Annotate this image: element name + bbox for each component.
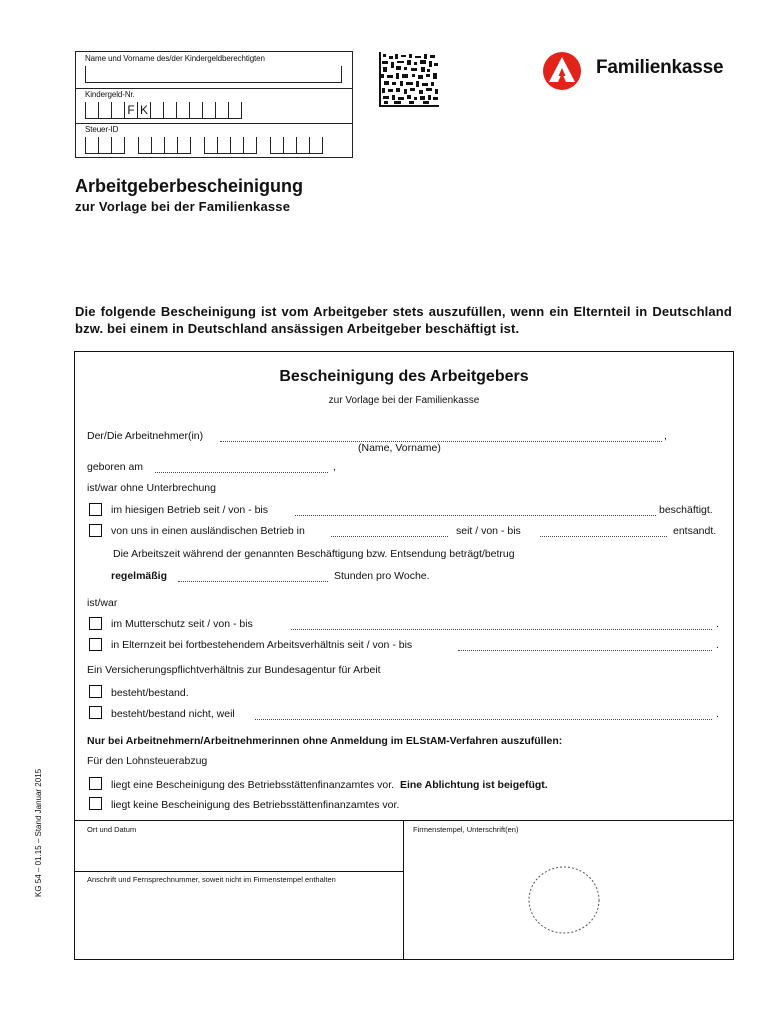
tax-label: Für den Lohnsteuerabzug [87, 755, 208, 767]
form-heading: Bescheinigung des Arbeitgebers [279, 368, 529, 385]
intro-text: Die folgende Bescheinigung ist vom Arbeitgeber stets auszufüllen, wenn ein Elternteil in Deutschland bzw. bei einem in Deutschland ansässigen Arbeitgeber beschäftigt ist. [75, 304, 732, 336]
birth-date-field[interactable] [155, 472, 328, 473]
hours-label: Stunden pro Woche. [334, 570, 430, 582]
name-row [76, 52, 352, 89]
familienkasse-logo [542, 51, 742, 91]
local-employment-checkbox[interactable] [89, 503, 102, 516]
period-mark: . [716, 639, 719, 651]
tax-certificate-present-label: liegt eine Bescheinigung des Betriebsstättenfinanzamtes vor. Eine Ablichtung ist beigefügt. [111, 779, 548, 791]
employer-certificate-form [74, 351, 734, 960]
parental-leave-label: in Elternzeit bei fortbestehendem Arbeitsverhältnis seit / von - bis [111, 639, 413, 651]
kindergeld-number-field[interactable] [85, 102, 242, 119]
abroad-country-field[interactable] [331, 536, 448, 537]
abroad-posting-checkbox[interactable] [89, 524, 102, 537]
insurance-label: Ein Versicherungspflichtverhältnis zur Bundesagentur für Arbeit [87, 664, 381, 676]
istwar-label: ist/war [87, 597, 118, 609]
employee-label: Der/Die Arbeitnehmer(in) [87, 430, 204, 442]
period-mark: . [716, 708, 719, 720]
insurance-not-exists-label: besteht/bestand nicht, weil [111, 708, 235, 720]
local-employment-period-field[interactable] [295, 515, 656, 516]
maternity-label: im Mutterschutz seit / von - bis [111, 618, 253, 630]
comma: , [333, 461, 336, 473]
copy-attached-note: Eine Ablichtung ist beigefügt. [399, 779, 548, 791]
worktime-label: Die Arbeitszeit während der genannten Beschäftigung bzw. Entsendung beträgt/betrug [113, 548, 515, 560]
steuer-id-field[interactable] [85, 137, 323, 154]
name-field[interactable] [85, 66, 342, 83]
stamp-circle-icon[interactable] [526, 864, 602, 936]
weekly-hours-field[interactable] [178, 581, 328, 582]
place-date-field[interactable] [76, 836, 402, 870]
no-break-label: ist/war ohne Unterbrechung [87, 482, 216, 494]
abroad-period-label: seit / von - bis [456, 525, 521, 537]
steuer-row [76, 123, 352, 158]
divider [75, 820, 733, 821]
datamatrix-icon [379, 52, 439, 107]
abroad-posting-suffix: entsandt. [673, 525, 717, 537]
steuer-label: Steuer-ID [85, 125, 119, 134]
divider [403, 820, 404, 959]
name-label: Name und Vorname des/der Kindergeldberechtigten [85, 54, 265, 63]
born-label: geboren am [87, 461, 144, 473]
tax-certificate-absent-label: liegt keine Bescheinigung des Betriebsstättenfinanzamtes vor. [111, 799, 400, 811]
parental-leave-checkbox[interactable] [89, 638, 102, 651]
insurance-not-exists-checkbox[interactable] [89, 706, 102, 719]
applicant-id-box [75, 51, 353, 158]
employee-name-field[interactable] [220, 441, 662, 442]
form-version-note: KG 54 – 01.15 – Stand Januar 2015 [34, 768, 43, 897]
comma: , [664, 430, 667, 442]
local-employment-suffix: beschäftigt. [659, 504, 713, 516]
address-field[interactable] [76, 886, 402, 956]
stamp-label: Firmenstempel, Unterschrift(en) [413, 825, 519, 834]
period-mark: . [716, 618, 719, 630]
kindergeld-label: Kindergeld-Nr. [85, 90, 135, 99]
maternity-period-field[interactable] [291, 629, 712, 630]
elstam-heading: Nur bei Arbeitnehmern/Arbeitnehmerinnen ohne Anmeldung im ELStAM-Verfahren auszufüllen: [87, 735, 563, 747]
insurance-exists-checkbox[interactable] [89, 685, 102, 698]
kindergeld-row [76, 88, 352, 124]
page-subtitle: zur Vorlage bei der Familienkasse [75, 199, 291, 214]
abroad-posting-label: von uns in einen ausländischen Betrieb in [111, 525, 305, 537]
brand-name: Familienkasse [596, 57, 724, 78]
page-title: Arbeitgeberbescheinigung [75, 176, 304, 196]
form-subheading: zur Vorlage bei der Familienkasse [328, 395, 480, 406]
kindergeld-letter-f: F [124, 102, 137, 119]
abroad-period-field[interactable] [540, 536, 667, 537]
insurance-reason-field[interactable] [255, 719, 712, 720]
local-employment-label: im hiesigen Betrieb seit / von - bis [111, 504, 268, 516]
address-label: Anschrift und Fernsprechnummer, soweit nicht im Firmenstempel enthalten [87, 875, 336, 884]
kindergeld-letter-k: K [137, 102, 150, 119]
agency-logo-icon [542, 51, 582, 91]
insurance-exists-label: besteht/bestand. [111, 687, 189, 699]
regular-label: regelmäßig [111, 570, 168, 582]
name-hint: (Name, Vorname) [358, 442, 441, 454]
maternity-checkbox[interactable] [89, 617, 102, 630]
place-date-label: Ort und Datum [87, 825, 137, 834]
tax-certificate-absent-checkbox[interactable] [89, 797, 102, 810]
tax-certificate-present-checkbox[interactable] [89, 777, 102, 790]
divider [75, 871, 403, 872]
parental-leave-period-field[interactable] [458, 650, 712, 651]
